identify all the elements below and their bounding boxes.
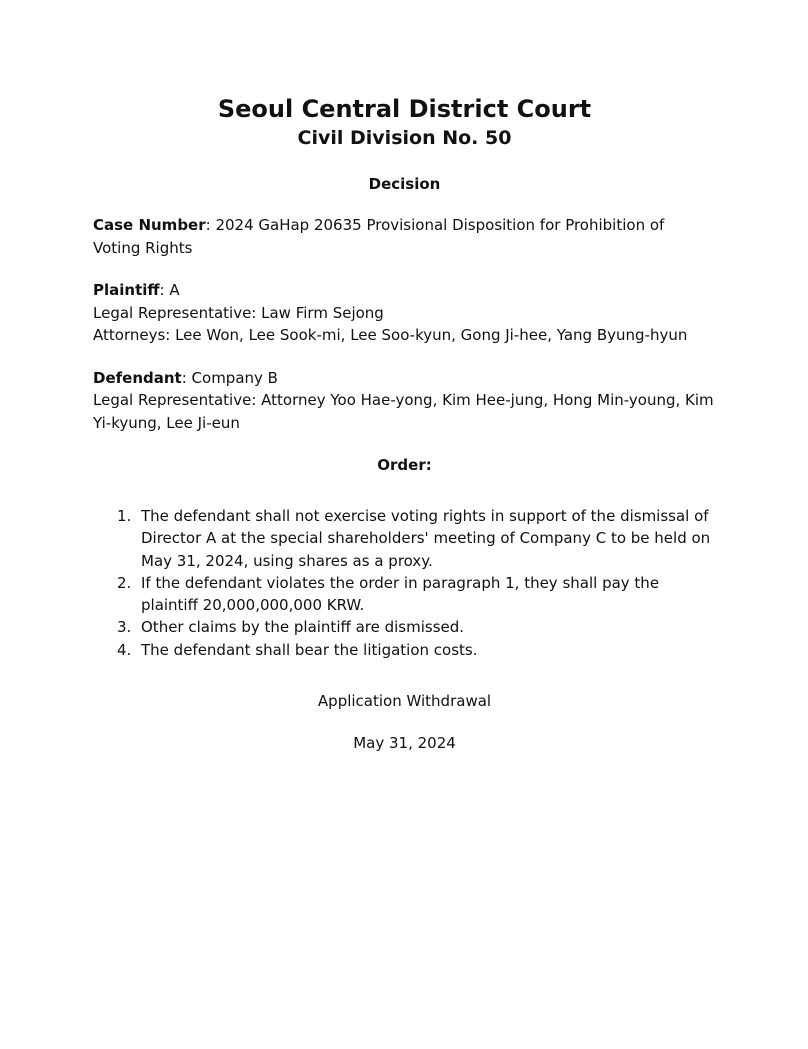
decision-heading: Decision — [368, 175, 441, 193]
plaintiff-label: Plaintiff — [93, 281, 160, 299]
order-item-text: If the defendant violates the order in paragraph 1, they shall pay the plaintiff 20,000,000,000 KRW. — [141, 573, 660, 615]
decision-date: May 31, 2024 — [353, 734, 456, 753]
order-item — [117, 616, 716, 638]
order-heading: Order: — [377, 456, 432, 474]
plaintiff-line — [93, 279, 716, 302]
order-item-number: 1. — [117, 507, 132, 525]
plaintiff-attorneys: Attorneys: Lee Won, Lee Sook-mi, Lee Soo-kyun, Gong Ji-hee, Yang Byung-hyun — [93, 326, 688, 344]
order-item-number: 3. — [117, 618, 132, 637]
order-item-text: The defendant shall not exercise voting rights in support of the dismissal of Director A at the special shareholders' meeting of Company C to be held on May 31, 2024, using shares as a proxy. — [141, 507, 711, 570]
defendant-value: : Company B — [181, 368, 278, 387]
court-name: Seoul Central District Court — [217, 95, 592, 123]
order-list — [93, 505, 716, 661]
order-item — [117, 505, 716, 572]
order-item-text: Other claims by the plaintiff are dismissed. — [141, 618, 465, 637]
order-item — [117, 572, 716, 617]
division-name: Civil Division No. 50 — [297, 127, 512, 149]
order-item-text: The defendant shall bear the litigation costs. — [141, 640, 478, 659]
plaintiff-block — [93, 279, 716, 347]
case-number-block — [93, 214, 716, 259]
defendant-representative: Legal Representative: Attorney Yoo Hae-yong, Kim Hee-jung, Hong Min-young, Kim Yi-kyung, Lee Ji-eun — [93, 391, 714, 432]
defendant-line — [93, 367, 716, 390]
plaintiff-representative: Legal Representative: Law Firm Sejong — [93, 303, 384, 322]
case-number-value: : 2024 GaHap 20635 Provisional Disposition for Prohibition of Voting Rights — [93, 216, 665, 257]
plaintiff-value: : A — [159, 281, 180, 299]
defendant-block — [93, 367, 716, 435]
order-item-number: 2. — [117, 573, 132, 592]
order-item — [117, 639, 716, 661]
order-item-number: 4. — [117, 640, 132, 659]
defendant-label: Defendant — [93, 368, 182, 387]
case-number-label: Case Number — [93, 216, 206, 234]
application-withdrawal: Application Withdrawal — [317, 692, 492, 711]
